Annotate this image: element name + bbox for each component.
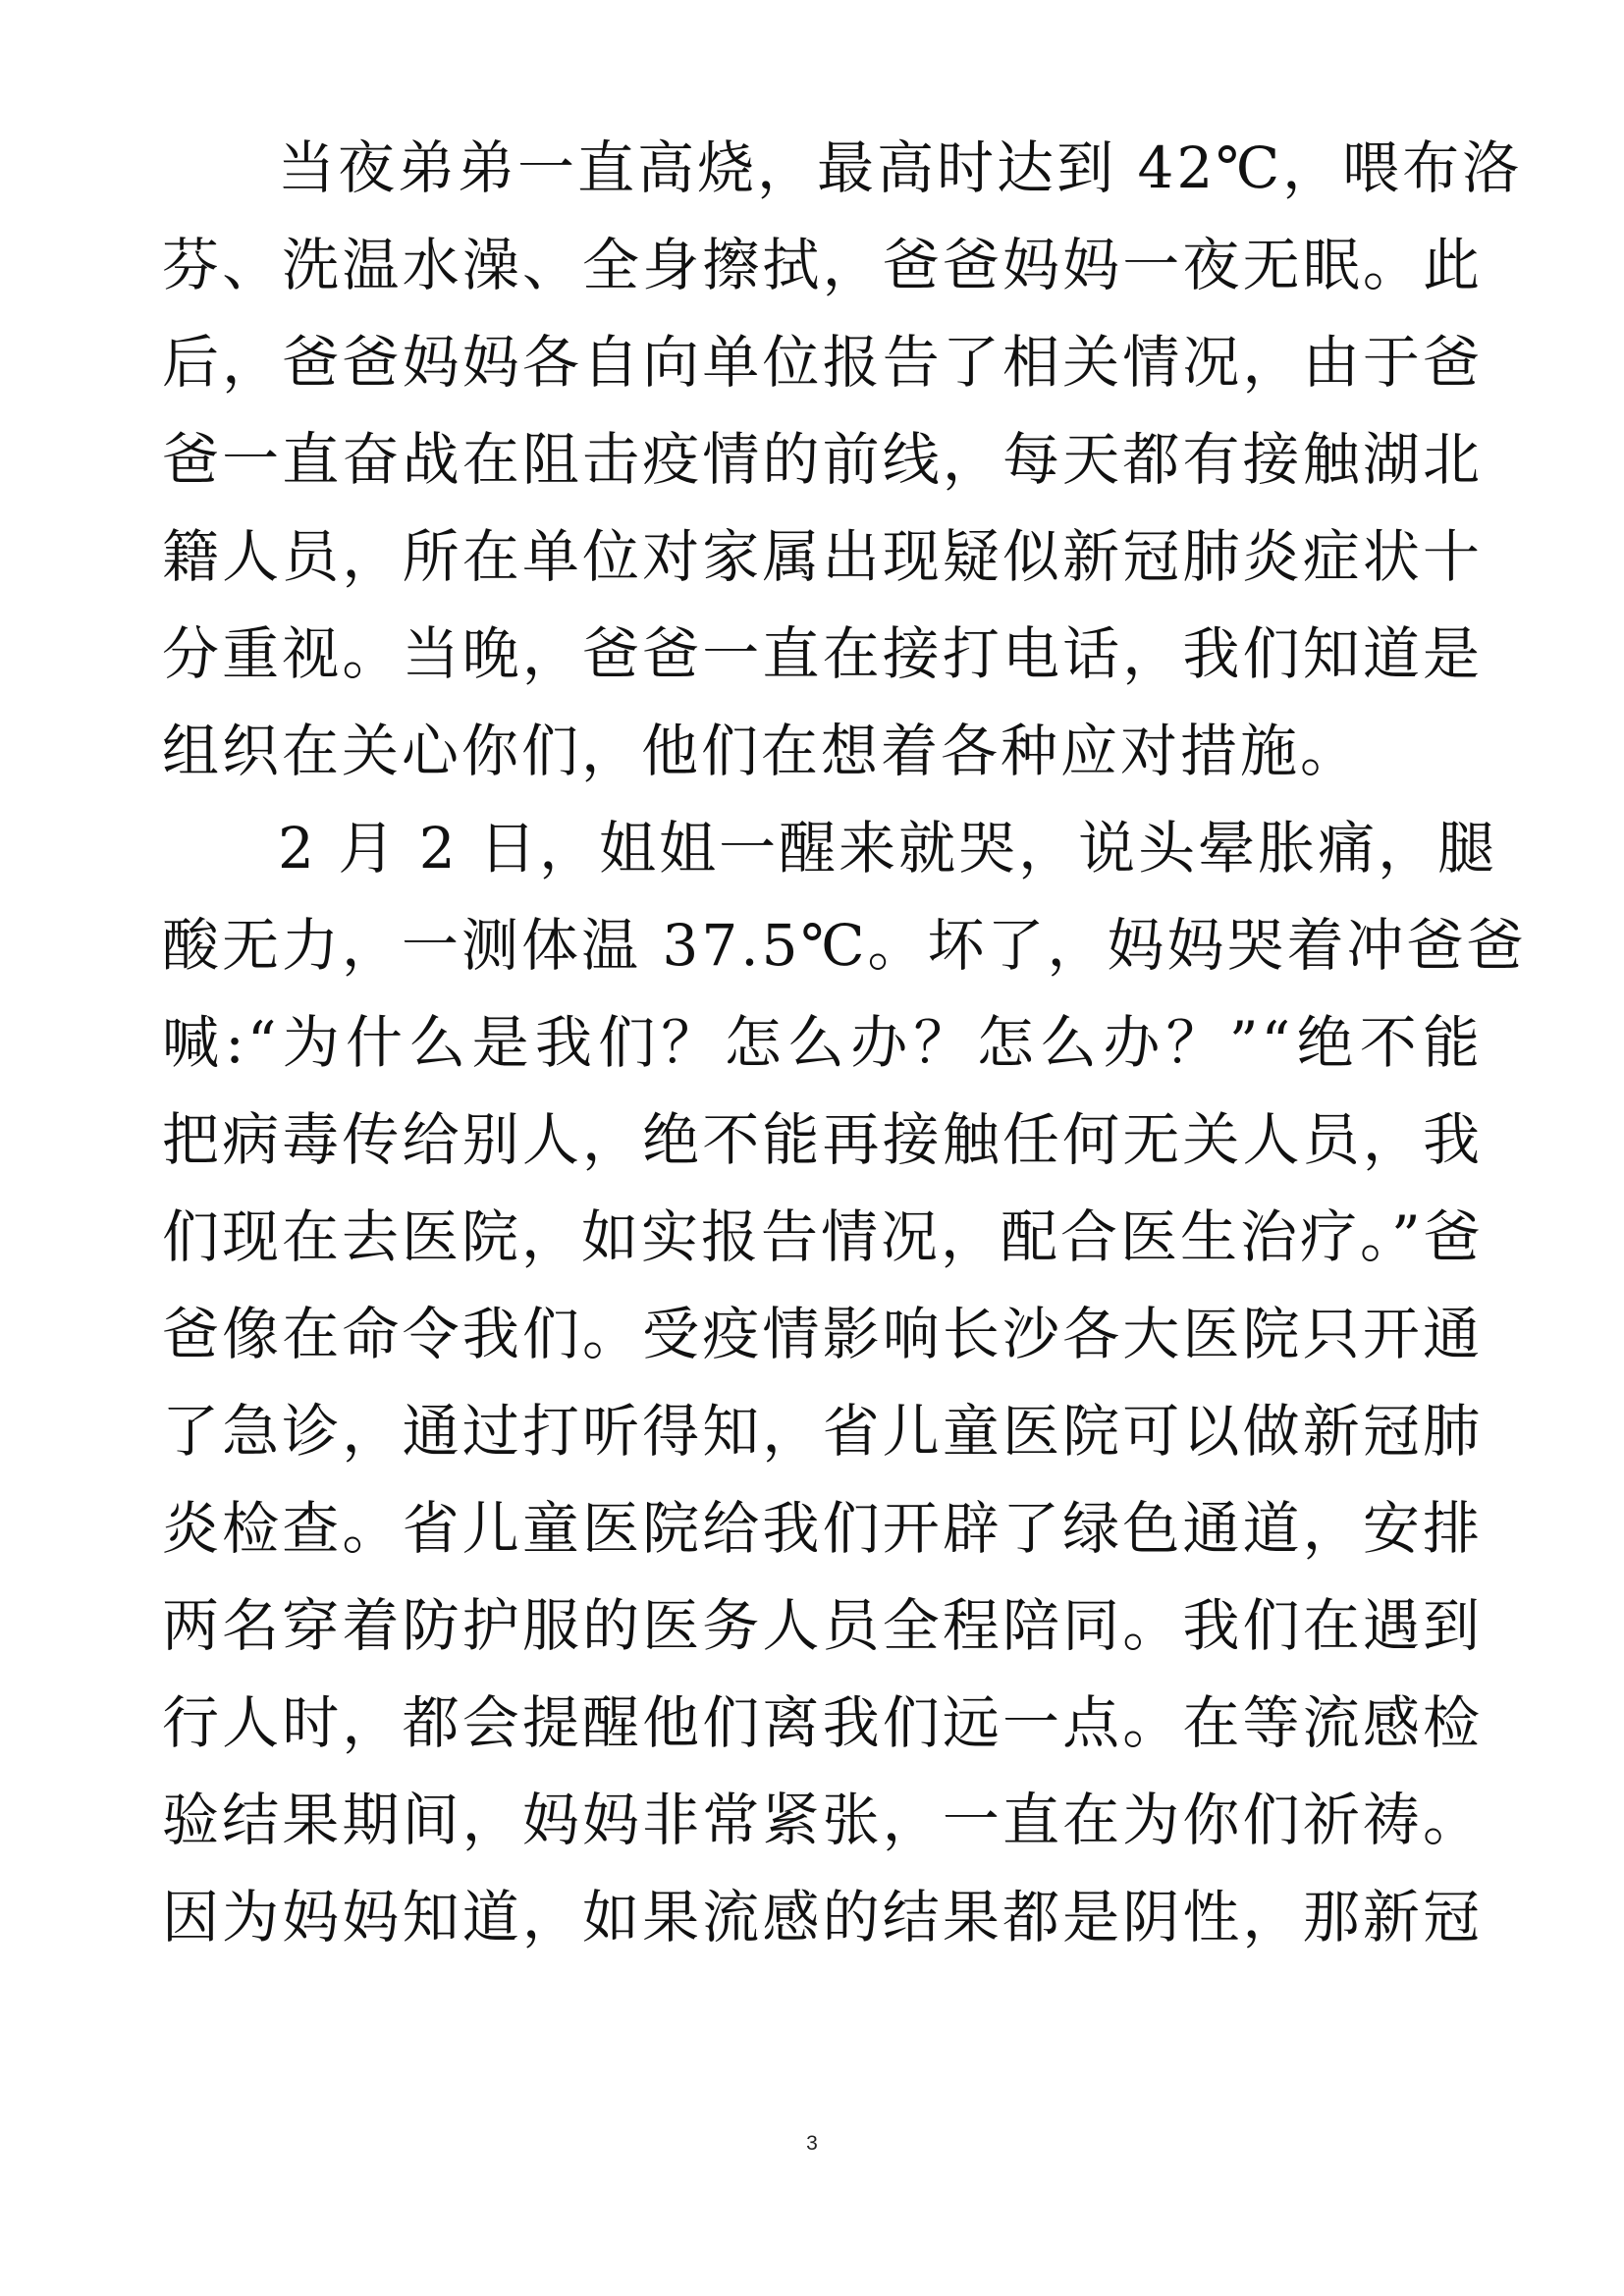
text-line: 把病毒传给别人，绝不能再接触任何无关人员，我 bbox=[162, 1106, 1483, 1173]
text-line: 喊:“为什么是我们？怎么办？怎么办？”“绝不能 bbox=[162, 1009, 1483, 1076]
text-line: 2 月 2 日，姐姐一醒来就哭，说头晕胀痛，腿 bbox=[278, 815, 1498, 881]
text-line: 当夜弟弟一直高烧，最高时达到 42℃，喂布洛 bbox=[278, 134, 1523, 201]
text-line: 组织在关心你们，他们在想着各种应对措施。 bbox=[162, 718, 1361, 784]
text-line: 后，爸爸妈妈各自向单位报告了相关情况，由于爸 bbox=[162, 329, 1483, 396]
text-line: 们现在去医院，如实报告情况，配合医生治疗。”爸 bbox=[162, 1203, 1484, 1270]
text-line: 分重视。当晚，爸爸一直在接打电话，我们知道是 bbox=[162, 620, 1483, 687]
text-line: 芬、洗温水澡、全身擦拭，爸爸妈妈一夜无眠。此 bbox=[162, 232, 1483, 298]
text-line: 炎检查。省儿童医院给我们开辟了绿色通道，安排 bbox=[162, 1495, 1483, 1562]
text-line: 籍人员，所在单位对家属出现疑似新冠肺炎症状十 bbox=[162, 523, 1483, 590]
text-line: 了急诊，通过打听得知，省儿童医院可以做新冠肺 bbox=[162, 1398, 1483, 1465]
text-line: 行人时，都会提醒他们离我们远一点。在等流感检 bbox=[162, 1689, 1483, 1756]
page-number: 3 bbox=[806, 2132, 818, 2155]
text-line: 因为妈妈知道，如果流感的结果都是阴性，那新冠 bbox=[162, 1884, 1483, 1950]
text-line: 两名穿着防护服的医务人员全程陪同。我们在遇到 bbox=[162, 1592, 1483, 1659]
text-line: 酸无力，一测体温 37.5℃。坏了，妈妈哭着冲爸爸 bbox=[162, 912, 1527, 979]
text-line: 验结果期间，妈妈非常紧张，一直在为你们祈祷。 bbox=[162, 1787, 1483, 1853]
text-line: 爸像在命令我们。受疫情影响长沙各大医院只开通 bbox=[162, 1301, 1483, 1367]
body-text bbox=[162, 120, 1527, 1966]
text-line: 爸一直奋战在阻击疫情的前线，每天都有接触湖北 bbox=[162, 426, 1483, 493]
